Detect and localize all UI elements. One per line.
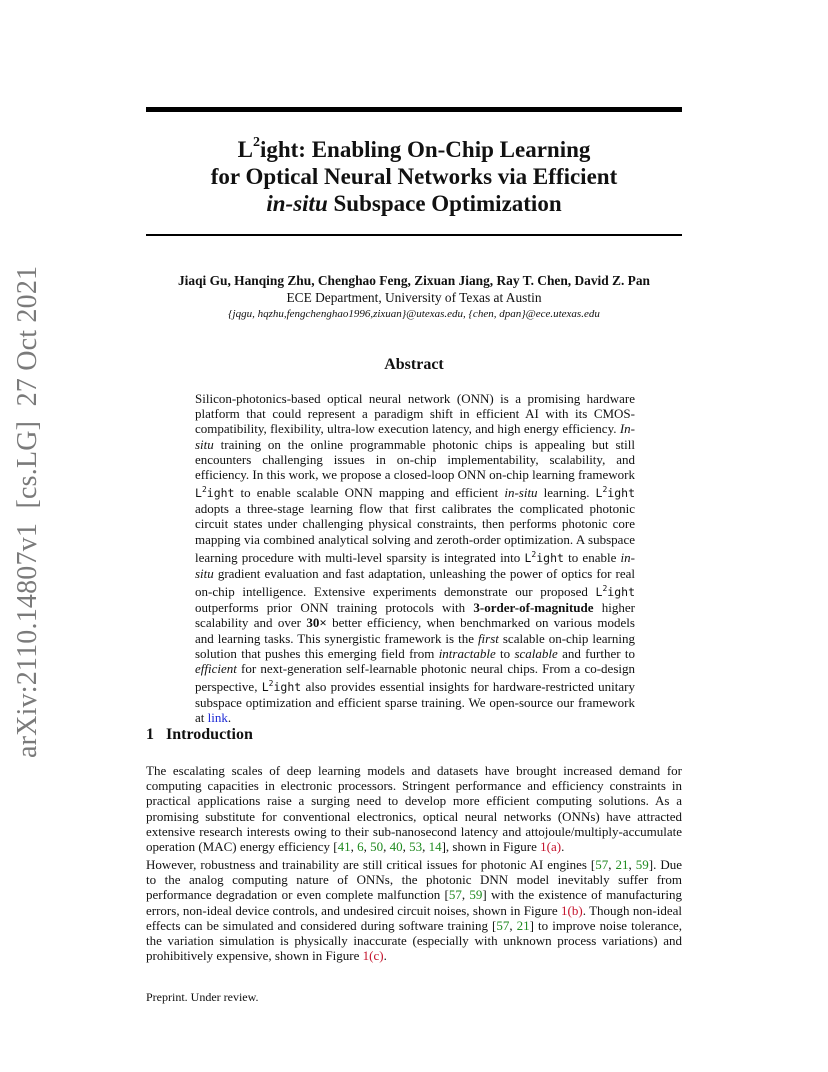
author-affiliation: ECE Department, University of Texas at Austin [286,290,542,305]
paper-title [146,136,682,217]
citation-link[interactable]: 53 [409,839,423,855]
title-rule-top [146,107,682,112]
title-line-2: for Optical Neural Networks via Efficient [210,164,618,189]
citation-link[interactable]: 57 [496,917,510,933]
abstract-body: Silicon-photonics-based optical neural network (ONN) is a promising hardware platform that could represent a paradigm shift in efficient AI with its CMOS-compatibility, flexibility, ultra-low execution latency, and high energy efficiency. In-situ training on the online programmable photonic chips is appealing but still encounters challenging issues in on-chip implementability, scalability, and efficiency. In this work, we propose a closed-loop ONN on-chip learning framework $L^2ight$ to enable scalable ONN mapping and efficient in-situ learning. $L^2ight$ adopts a three-stage learning flow that first calibrates the complicated photonic circuit states under challenging physical constraints, then performs photonic core mapping via combined analytical solving and zeroth-order optimization. A subspace learning procedure with multi-level sparsity is integrated into $L^2ight$ to enable in-situ gradient evaluation and fast adaptation, unleashing the power of optics for real on-chip intelligence. Extensive experiments demonstrate our proposed $L^2ight$ outperforms prior ONN training protocols with 3-order-of-magnitude higher scalability and over 30× better efficiency, when benchmarked on various models and learning tasks. This synergistic framework is the first scalable on-chip learning solution that pushes this emerging field from intractable to scalable and further to efficient for next-generation self-learnable photonic neural chips. From a co-design perspective, $L^2ight$ also provides essential insights for hardware-restricted unitary subspace optimization and efficient sparse training. We open-source our framework at link. [195,391,635,726]
framework-link[interactable]: link [207,710,228,726]
citation-link[interactable]: 41 [337,839,351,855]
figure-link[interactable]: 1(c) [362,948,384,964]
citation-link[interactable]: 59 [635,857,649,872]
author-names: Jiaqi Gu, Hanqing Zhu, Chenghao Feng, Zixuan Jiang, Ray T. Chen, David Z. Pan [177,273,651,288]
citation-link[interactable]: 14 [428,839,442,855]
figure-link[interactable]: 1(b) [561,902,583,918]
title-rule-bottom [146,234,682,236]
arxiv-identifier: arXiv:2110.14807v1 [cs.LG] 27 Oct 2021 [12,265,43,758]
author-block [146,272,682,323]
framework-name: $L^2ight$ [595,584,635,599]
citation-link[interactable]: 40 [389,839,403,855]
intro-paragraph-1: The escalating scales of deep learning models and datasets have brought increased demand for computing capacities in electronic processors. Stringent performance and efficiency constraints in practical applications raise a surging need to develop more efficient computing solutions. As a promising substitute for conventional electronics, optical neural networks (ONNs) have attracted extensive research interests owing to their sub-nanosecond latency and attojoule/multiply-accumulate operation (MAC) energy efficiency [41, 6, 50, 40, 53, 14], shown in Figure 1(a). [146,763,682,855]
section-heading-introduction: 1 Introduction [146,726,253,743]
framework-name: $L^2ight$ [195,485,235,501]
citation-link[interactable]: 57 [595,857,609,872]
author-emails: {jqgu, hqzhu,fengchenghao1996,zixuan}@utexas.edu, {chen, dpan}@ece.utexas.edu [228,308,600,320]
citation-link[interactable]: 21 [615,857,629,872]
footer-note: Preprint. Under review. [146,990,259,1004]
citation-link[interactable]: 57 [448,887,462,903]
citation-link[interactable]: 21 [516,917,530,933]
citation-link[interactable]: 6 [357,839,364,855]
figure-link[interactable]: 1(a) [540,839,562,855]
citation-link[interactable]: 59 [469,887,483,903]
framework-name: $L^2ight$ [261,679,302,694]
framework-name: $L^2ight$ [595,485,635,501]
intro-paragraph-2: However, robustness and trainability are still critical issues for photonic AI engines [57, 21, 59]. Due to the analog computing nature of ONNs, the photonic DNN model inevitably suffer from performance degradation or even complete malfunction [57, 59] with the existence of manufacturing errors, non-ideal device controls, and undesired circuit noises, shown in Figure 1(b). Though non-ideal effects can be simulated and considered during software training [57, 21] to improve noise tolerance, the variation simulation is physically inaccurate (especially with unknown process variations) and prohibitively expensive, shown in Figure 1(c). [146,857,683,964]
abstract-heading: Abstract [384,356,444,373]
citation-link[interactable]: 50 [370,839,384,855]
title-line-3: in-situ Subspace Optimization [266,191,562,216]
framework-name: $L^2ight$ [524,549,564,565]
title-line-1: $L^2ight$: Enabling On-Chip Learning [237,135,591,162]
